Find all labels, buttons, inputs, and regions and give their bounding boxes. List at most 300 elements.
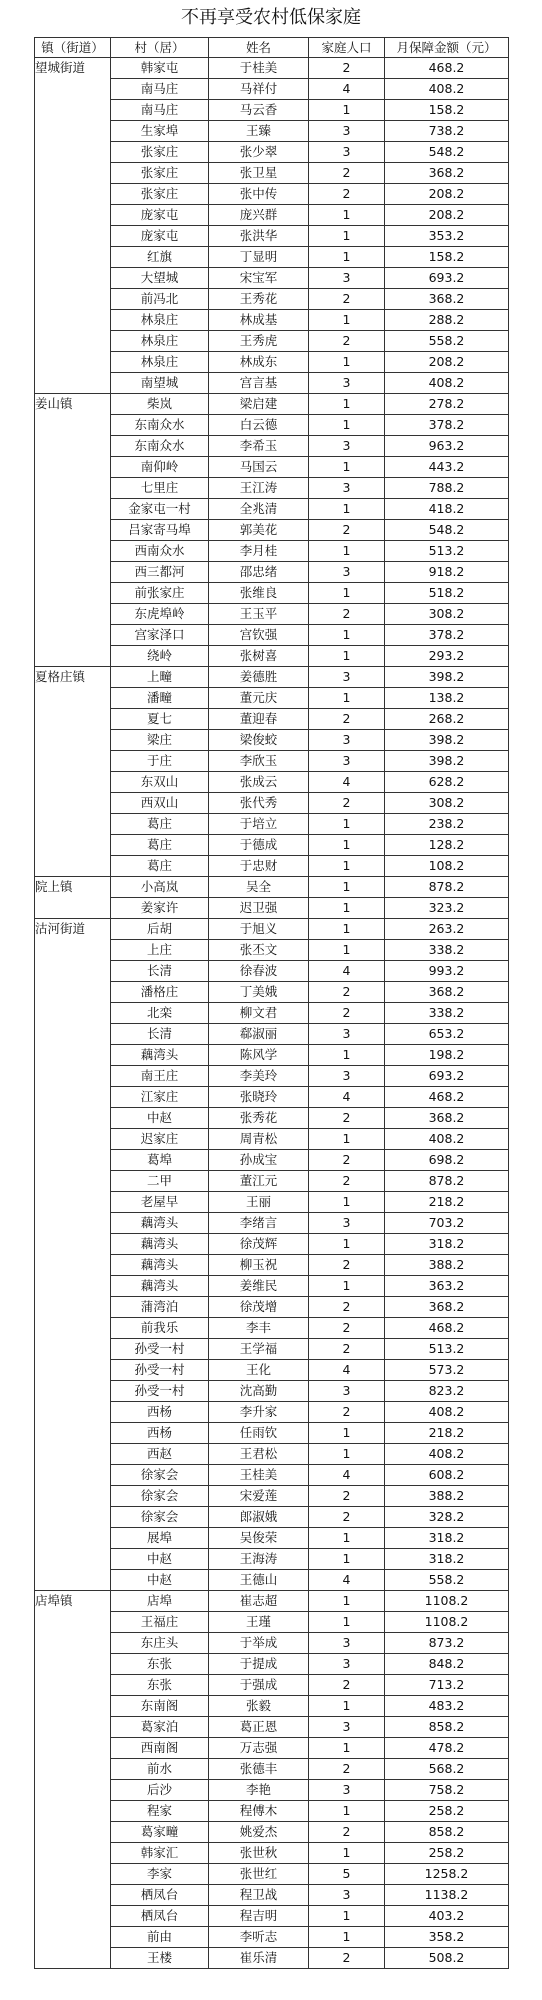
household-size-cell: 1 — [309, 835, 385, 856]
page-title: 不再享受农村低保家庭 — [181, 7, 361, 28]
household-size-cell: 1 — [309, 1843, 385, 1864]
village-cell: 张家庄 — [111, 184, 209, 205]
village-cell: 徐家会 — [111, 1465, 209, 1486]
name-cell: 马国云 — [209, 457, 309, 478]
village-cell: 南仰岭 — [111, 457, 209, 478]
name-cell: 于举成 — [209, 1633, 309, 1654]
name-cell: 张世秋 — [209, 1843, 309, 1864]
table-row — [35, 667, 509, 688]
household-size-cell: 1 — [309, 457, 385, 478]
name-cell: 宫钦强 — [209, 625, 309, 646]
monthly-amount-cell: 158.2 — [385, 247, 509, 268]
household-size-cell: 4 — [309, 1360, 385, 1381]
household-size-cell: 2 — [309, 1339, 385, 1360]
village-cell: 小高岚 — [111, 877, 209, 898]
monthly-amount-cell: 408.2 — [385, 1444, 509, 1465]
name-cell: 于桂美 — [209, 58, 309, 79]
monthly-amount-cell: 353.2 — [385, 226, 509, 247]
name-cell: 王秀虎 — [209, 331, 309, 352]
name-cell: 张晓玲 — [209, 1087, 309, 1108]
monthly-amount-cell: 608.2 — [385, 1465, 509, 1486]
village-cell: 东南阁 — [111, 1696, 209, 1717]
monthly-amount-cell: 358.2 — [385, 1927, 509, 1948]
household-size-cell: 1 — [309, 1045, 385, 1066]
village-cell: 潘格庄 — [111, 982, 209, 1003]
household-size-cell: 1 — [309, 415, 385, 436]
village-cell: 庞家屯 — [111, 226, 209, 247]
household-size-cell: 2 — [309, 1822, 385, 1843]
name-cell: 张卫星 — [209, 163, 309, 184]
village-cell: 东庄头 — [111, 1633, 209, 1654]
name-cell: 吴全 — [209, 877, 309, 898]
monthly-amount-cell: 368.2 — [385, 289, 509, 310]
household-size-cell: 2 — [309, 331, 385, 352]
village-cell: 南望城 — [111, 373, 209, 394]
header-village: 村（居） — [111, 38, 209, 58]
monthly-amount-cell: 408.2 — [385, 1129, 509, 1150]
village-cell: 栖凤台 — [111, 1885, 209, 1906]
name-cell: 王海涛 — [209, 1549, 309, 1570]
village-cell: 张家庄 — [111, 163, 209, 184]
household-size-cell: 2 — [309, 793, 385, 814]
monthly-amount-cell: 158.2 — [385, 100, 509, 121]
monthly-amount-cell: 418.2 — [385, 499, 509, 520]
table-row — [35, 877, 509, 898]
monthly-amount-cell: 338.2 — [385, 940, 509, 961]
household-size-cell: 1 — [309, 856, 385, 877]
household-size-cell: 1 — [309, 919, 385, 940]
name-cell: 任雨钦 — [209, 1423, 309, 1444]
name-cell: 于培立 — [209, 814, 309, 835]
name-cell: 郎淑娥 — [209, 1507, 309, 1528]
header-household-size: 家庭人口 — [309, 38, 385, 58]
household-size-cell: 1 — [309, 1549, 385, 1570]
village-cell: 东张 — [111, 1675, 209, 1696]
monthly-amount-cell: 1138.2 — [385, 1885, 509, 1906]
name-cell: 于强成 — [209, 1675, 309, 1696]
household-size-cell: 1 — [309, 1276, 385, 1297]
name-cell: 万志强 — [209, 1738, 309, 1759]
monthly-amount-cell: 513.2 — [385, 1339, 509, 1360]
household-size-cell: 4 — [309, 1570, 385, 1591]
village-cell: 梁庄 — [111, 730, 209, 751]
village-cell: 西双山 — [111, 793, 209, 814]
household-size-cell: 3 — [309, 751, 385, 772]
monthly-amount-cell: 208.2 — [385, 352, 509, 373]
village-cell: 上疃 — [111, 667, 209, 688]
village-cell: 大望城 — [111, 268, 209, 289]
household-size-cell: 1 — [309, 100, 385, 121]
monthly-amount-cell: 693.2 — [385, 268, 509, 289]
monthly-amount-cell: 628.2 — [385, 772, 509, 793]
village-cell: 长清 — [111, 1024, 209, 1045]
household-size-cell: 1 — [309, 1423, 385, 1444]
village-cell: 西赵 — [111, 1444, 209, 1465]
household-size-cell: 2 — [309, 184, 385, 205]
village-cell: 张家庄 — [111, 142, 209, 163]
village-cell: 韩家汇 — [111, 1843, 209, 1864]
household-size-cell: 1 — [309, 1696, 385, 1717]
household-size-cell: 1 — [309, 877, 385, 898]
monthly-amount-cell: 388.2 — [385, 1255, 509, 1276]
household-size-cell: 3 — [309, 1885, 385, 1906]
village-cell: 前张家庄 — [111, 583, 209, 604]
town-cell: 店埠镇 — [35, 1591, 111, 1969]
monthly-amount-cell: 483.2 — [385, 1696, 509, 1717]
name-cell: 董元庆 — [209, 688, 309, 709]
name-cell: 李欣玉 — [209, 751, 309, 772]
name-cell: 马云香 — [209, 100, 309, 121]
name-cell: 张维良 — [209, 583, 309, 604]
name-cell: 李希玉 — [209, 436, 309, 457]
village-cell: 姜家许 — [111, 898, 209, 919]
household-size-cell: 2 — [309, 1003, 385, 1024]
household-size-cell: 5 — [309, 1864, 385, 1885]
header-town: 镇（街道） — [35, 38, 111, 58]
monthly-amount-cell: 398.2 — [385, 730, 509, 751]
household-size-cell: 1 — [309, 1801, 385, 1822]
name-cell: 张毅 — [209, 1696, 309, 1717]
name-cell: 葛正恩 — [209, 1717, 309, 1738]
name-cell: 邵忠绪 — [209, 562, 309, 583]
household-size-cell: 1 — [309, 898, 385, 919]
name-cell: 李听志 — [209, 1927, 309, 1948]
name-cell: 王秀花 — [209, 289, 309, 310]
table-row — [35, 919, 509, 940]
village-cell: 前冯北 — [111, 289, 209, 310]
household-size-cell: 1 — [309, 646, 385, 667]
name-cell: 王德山 — [209, 1570, 309, 1591]
village-cell: 前由 — [111, 1927, 209, 1948]
monthly-amount-cell: 443.2 — [385, 457, 509, 478]
monthly-amount-cell: 293.2 — [385, 646, 509, 667]
household-size-cell: 1 — [309, 688, 385, 709]
table-row — [35, 58, 509, 79]
household-size-cell: 1 — [309, 814, 385, 835]
village-cell: 林泉庄 — [111, 331, 209, 352]
monthly-amount-cell: 1108.2 — [385, 1612, 509, 1633]
village-cell: 葛家疃 — [111, 1822, 209, 1843]
household-size-cell: 3 — [309, 268, 385, 289]
monthly-amount-cell: 238.2 — [385, 814, 509, 835]
monthly-amount-cell: 288.2 — [385, 310, 509, 331]
name-cell: 柳文君 — [209, 1003, 309, 1024]
monthly-amount-cell: 963.2 — [385, 436, 509, 457]
household-size-cell: 1 — [309, 1129, 385, 1150]
household-size-cell: 2 — [309, 1297, 385, 1318]
village-cell: 王楼 — [111, 1948, 209, 1969]
village-cell: 吕家寄马埠 — [111, 520, 209, 541]
town-cell: 夏格庄镇 — [35, 667, 111, 877]
village-cell: 葛庄 — [111, 814, 209, 835]
name-cell: 林成东 — [209, 352, 309, 373]
monthly-amount-cell: 653.2 — [385, 1024, 509, 1045]
village-cell: 徐家会 — [111, 1486, 209, 1507]
village-cell: 西南众水 — [111, 541, 209, 562]
monthly-amount-cell: 278.2 — [385, 394, 509, 415]
household-size-cell: 1 — [309, 1591, 385, 1612]
household-size-cell: 1 — [309, 541, 385, 562]
name-cell: 姚爱杰 — [209, 1822, 309, 1843]
village-cell: 林泉庄 — [111, 352, 209, 373]
monthly-amount-cell: 878.2 — [385, 877, 509, 898]
name-cell: 李升家 — [209, 1402, 309, 1423]
village-cell: 后沙 — [111, 1780, 209, 1801]
monthly-amount-cell: 338.2 — [385, 1003, 509, 1024]
household-size-cell: 2 — [309, 163, 385, 184]
monthly-amount-cell: 758.2 — [385, 1780, 509, 1801]
household-size-cell: 1 — [309, 1906, 385, 1927]
monthly-amount-cell: 208.2 — [385, 205, 509, 226]
household-size-cell: 4 — [309, 961, 385, 982]
village-cell: 中赵 — [111, 1108, 209, 1129]
village-cell: 西杨 — [111, 1423, 209, 1444]
monthly-amount-cell: 363.2 — [385, 1276, 509, 1297]
name-cell: 于忠财 — [209, 856, 309, 877]
village-cell: 展埠 — [111, 1528, 209, 1549]
monthly-amount-cell: 328.2 — [385, 1507, 509, 1528]
village-cell: 绕岭 — [111, 646, 209, 667]
name-cell: 程卫战 — [209, 1885, 309, 1906]
household-size-cell: 4 — [309, 1087, 385, 1108]
household-size-cell: 2 — [309, 1402, 385, 1423]
name-cell: 王丽 — [209, 1192, 309, 1213]
name-cell: 迟卫强 — [209, 898, 309, 919]
name-cell: 于旭义 — [209, 919, 309, 940]
monthly-amount-cell: 573.2 — [385, 1360, 509, 1381]
household-size-cell: 4 — [309, 1465, 385, 1486]
village-cell: 生家埠 — [111, 121, 209, 142]
monthly-amount-cell: 468.2 — [385, 1318, 509, 1339]
name-cell: 孙成宝 — [209, 1150, 309, 1171]
monthly-amount-cell: 408.2 — [385, 79, 509, 100]
village-cell: 南马庄 — [111, 100, 209, 121]
household-size-cell: 2 — [309, 1948, 385, 1969]
village-cell: 葛庄 — [111, 835, 209, 856]
monthly-amount-cell: 993.2 — [385, 961, 509, 982]
monthly-amount-cell: 518.2 — [385, 583, 509, 604]
monthly-amount-cell: 468.2 — [385, 1087, 509, 1108]
household-size-cell: 2 — [309, 1150, 385, 1171]
name-cell: 宋爱莲 — [209, 1486, 309, 1507]
household-size-cell: 1 — [309, 1528, 385, 1549]
monthly-amount-cell: 218.2 — [385, 1192, 509, 1213]
name-cell: 梁俊蛟 — [209, 730, 309, 751]
village-cell: 南马庄 — [111, 79, 209, 100]
monthly-amount-cell: 318.2 — [385, 1234, 509, 1255]
name-cell: 李美玲 — [209, 1066, 309, 1087]
village-cell: 李家 — [111, 1864, 209, 1885]
village-cell: 南王庄 — [111, 1066, 209, 1087]
village-cell: 长清 — [111, 961, 209, 982]
name-cell: 张成云 — [209, 772, 309, 793]
village-cell: 中赵 — [111, 1549, 209, 1570]
village-cell: 藕湾头 — [111, 1276, 209, 1297]
monthly-amount-cell: 568.2 — [385, 1759, 509, 1780]
household-size-cell: 3 — [309, 1654, 385, 1675]
name-cell: 于提成 — [209, 1654, 309, 1675]
village-cell: 庞家屯 — [111, 205, 209, 226]
monthly-amount-cell: 1108.2 — [385, 1591, 509, 1612]
table-row — [35, 1591, 509, 1612]
village-cell: 藕湾头 — [111, 1234, 209, 1255]
household-size-cell: 3 — [309, 1633, 385, 1654]
household-size-cell: 3 — [309, 478, 385, 499]
name-cell: 郭美花 — [209, 520, 309, 541]
monthly-amount-cell: 378.2 — [385, 415, 509, 436]
household-size-cell: 2 — [309, 520, 385, 541]
village-cell: 林泉庄 — [111, 310, 209, 331]
household-size-cell: 1 — [309, 310, 385, 331]
village-cell: 东南众水 — [111, 436, 209, 457]
household-size-cell: 1 — [309, 583, 385, 604]
monthly-amount-cell: 368.2 — [385, 1297, 509, 1318]
monthly-amount-cell: 558.2 — [385, 331, 509, 352]
household-size-cell: 4 — [309, 772, 385, 793]
monthly-amount-cell: 558.2 — [385, 1570, 509, 1591]
household-size-cell: 1 — [309, 226, 385, 247]
name-cell: 程傅木 — [209, 1801, 309, 1822]
village-cell: 西杨 — [111, 1402, 209, 1423]
household-size-cell: 3 — [309, 1066, 385, 1087]
village-cell: 韩家屯 — [111, 58, 209, 79]
town-cell: 院上镇 — [35, 877, 111, 919]
name-cell: 徐茂增 — [209, 1297, 309, 1318]
monthly-amount-cell: 1258.2 — [385, 1864, 509, 1885]
name-cell: 丁美娥 — [209, 982, 309, 1003]
household-size-cell: 1 — [309, 1927, 385, 1948]
town-cell: 姜山镇 — [35, 394, 111, 667]
household-size-cell: 3 — [309, 373, 385, 394]
village-cell: 藕湾头 — [111, 1213, 209, 1234]
monthly-amount-cell: 918.2 — [385, 562, 509, 583]
monthly-amount-cell: 713.2 — [385, 1675, 509, 1696]
village-cell: 葛埠 — [111, 1150, 209, 1171]
monthly-amount-cell: 873.2 — [385, 1633, 509, 1654]
village-cell: 孙受一村 — [111, 1360, 209, 1381]
name-cell: 李丰 — [209, 1318, 309, 1339]
household-size-cell: 1 — [309, 499, 385, 520]
household-size-cell: 3 — [309, 730, 385, 751]
village-cell: 东南众水 — [111, 415, 209, 436]
village-cell: 潘疃 — [111, 688, 209, 709]
name-cell: 李月桂 — [209, 541, 309, 562]
household-size-cell: 3 — [309, 142, 385, 163]
name-cell: 张秀花 — [209, 1108, 309, 1129]
name-cell: 张德丰 — [209, 1759, 309, 1780]
household-size-cell: 3 — [309, 1780, 385, 1801]
household-size-cell: 1 — [309, 205, 385, 226]
name-cell: 董江元 — [209, 1171, 309, 1192]
monthly-amount-cell: 398.2 — [385, 751, 509, 772]
monthly-amount-cell: 323.2 — [385, 898, 509, 919]
name-cell: 王玉平 — [209, 604, 309, 625]
village-cell: 迟家庄 — [111, 1129, 209, 1150]
name-cell: 吴俊荣 — [209, 1528, 309, 1549]
village-cell: 前我乐 — [111, 1318, 209, 1339]
household-size-cell: 3 — [309, 562, 385, 583]
name-cell: 王臻 — [209, 121, 309, 142]
name-cell: 全兆清 — [209, 499, 309, 520]
name-cell: 张洪华 — [209, 226, 309, 247]
monthly-amount-cell: 198.2 — [385, 1045, 509, 1066]
village-cell: 栖凤台 — [111, 1906, 209, 1927]
name-cell: 董迎春 — [209, 709, 309, 730]
monthly-amount-cell: 788.2 — [385, 478, 509, 499]
village-cell: 孙受一村 — [111, 1339, 209, 1360]
village-cell: 二甲 — [111, 1171, 209, 1192]
village-cell: 蒲湾泊 — [111, 1297, 209, 1318]
household-size-cell: 2 — [309, 58, 385, 79]
household-size-cell: 2 — [309, 1171, 385, 1192]
village-cell: 东双山 — [111, 772, 209, 793]
monthly-amount-cell: 378.2 — [385, 625, 509, 646]
name-cell: 姜维民 — [209, 1276, 309, 1297]
monthly-amount-cell: 693.2 — [385, 1066, 509, 1087]
village-cell: 葛庄 — [111, 856, 209, 877]
monthly-amount-cell: 368.2 — [385, 1108, 509, 1129]
name-cell: 于德成 — [209, 835, 309, 856]
village-cell: 夏七 — [111, 709, 209, 730]
monthly-amount-cell: 878.2 — [385, 1171, 509, 1192]
village-cell: 于庄 — [111, 751, 209, 772]
monthly-amount-cell: 508.2 — [385, 1948, 509, 1969]
name-cell: 王化 — [209, 1360, 309, 1381]
village-cell: 柴岚 — [111, 394, 209, 415]
household-size-cell: 3 — [309, 121, 385, 142]
household-size-cell: 2 — [309, 289, 385, 310]
name-cell: 张丕文 — [209, 940, 309, 961]
name-cell: 张世红 — [209, 1864, 309, 1885]
village-cell: 店埠 — [111, 1591, 209, 1612]
name-cell: 徐茂辉 — [209, 1234, 309, 1255]
household-size-cell: 1 — [309, 394, 385, 415]
name-cell: 周青松 — [209, 1129, 309, 1150]
household-size-cell: 3 — [309, 436, 385, 457]
name-cell: 陈风学 — [209, 1045, 309, 1066]
household-size-cell: 1 — [309, 1444, 385, 1465]
household-size-cell: 3 — [309, 667, 385, 688]
monthly-amount-cell: 858.2 — [385, 1717, 509, 1738]
village-cell: 前水 — [111, 1759, 209, 1780]
monthly-amount-cell: 258.2 — [385, 1801, 509, 1822]
monthly-amount-cell: 548.2 — [385, 520, 509, 541]
name-cell: 宋宝军 — [209, 268, 309, 289]
name-cell: 王瑾 — [209, 1612, 309, 1633]
name-cell: 王江涛 — [209, 478, 309, 499]
village-cell: 红旗 — [111, 247, 209, 268]
name-cell: 姜德胜 — [209, 667, 309, 688]
monthly-amount-cell: 403.2 — [385, 1906, 509, 1927]
name-cell: 王君松 — [209, 1444, 309, 1465]
household-size-cell: 2 — [309, 1108, 385, 1129]
village-cell: 北栾 — [111, 1003, 209, 1024]
village-cell: 徐家会 — [111, 1507, 209, 1528]
monthly-amount-cell: 398.2 — [385, 667, 509, 688]
household-size-cell: 3 — [309, 1717, 385, 1738]
household-size-cell: 4 — [309, 79, 385, 100]
household-size-cell: 1 — [309, 1738, 385, 1759]
monthly-amount-cell: 858.2 — [385, 1822, 509, 1843]
village-cell: 西三都河 — [111, 562, 209, 583]
name-cell: 郗淑丽 — [209, 1024, 309, 1045]
monthly-amount-cell: 388.2 — [385, 1486, 509, 1507]
name-cell: 沈高勤 — [209, 1381, 309, 1402]
header-name: 姓名 — [209, 38, 309, 58]
name-cell: 白云德 — [209, 415, 309, 436]
name-cell: 崔志超 — [209, 1591, 309, 1612]
town-cell: 望城街道 — [35, 58, 111, 394]
